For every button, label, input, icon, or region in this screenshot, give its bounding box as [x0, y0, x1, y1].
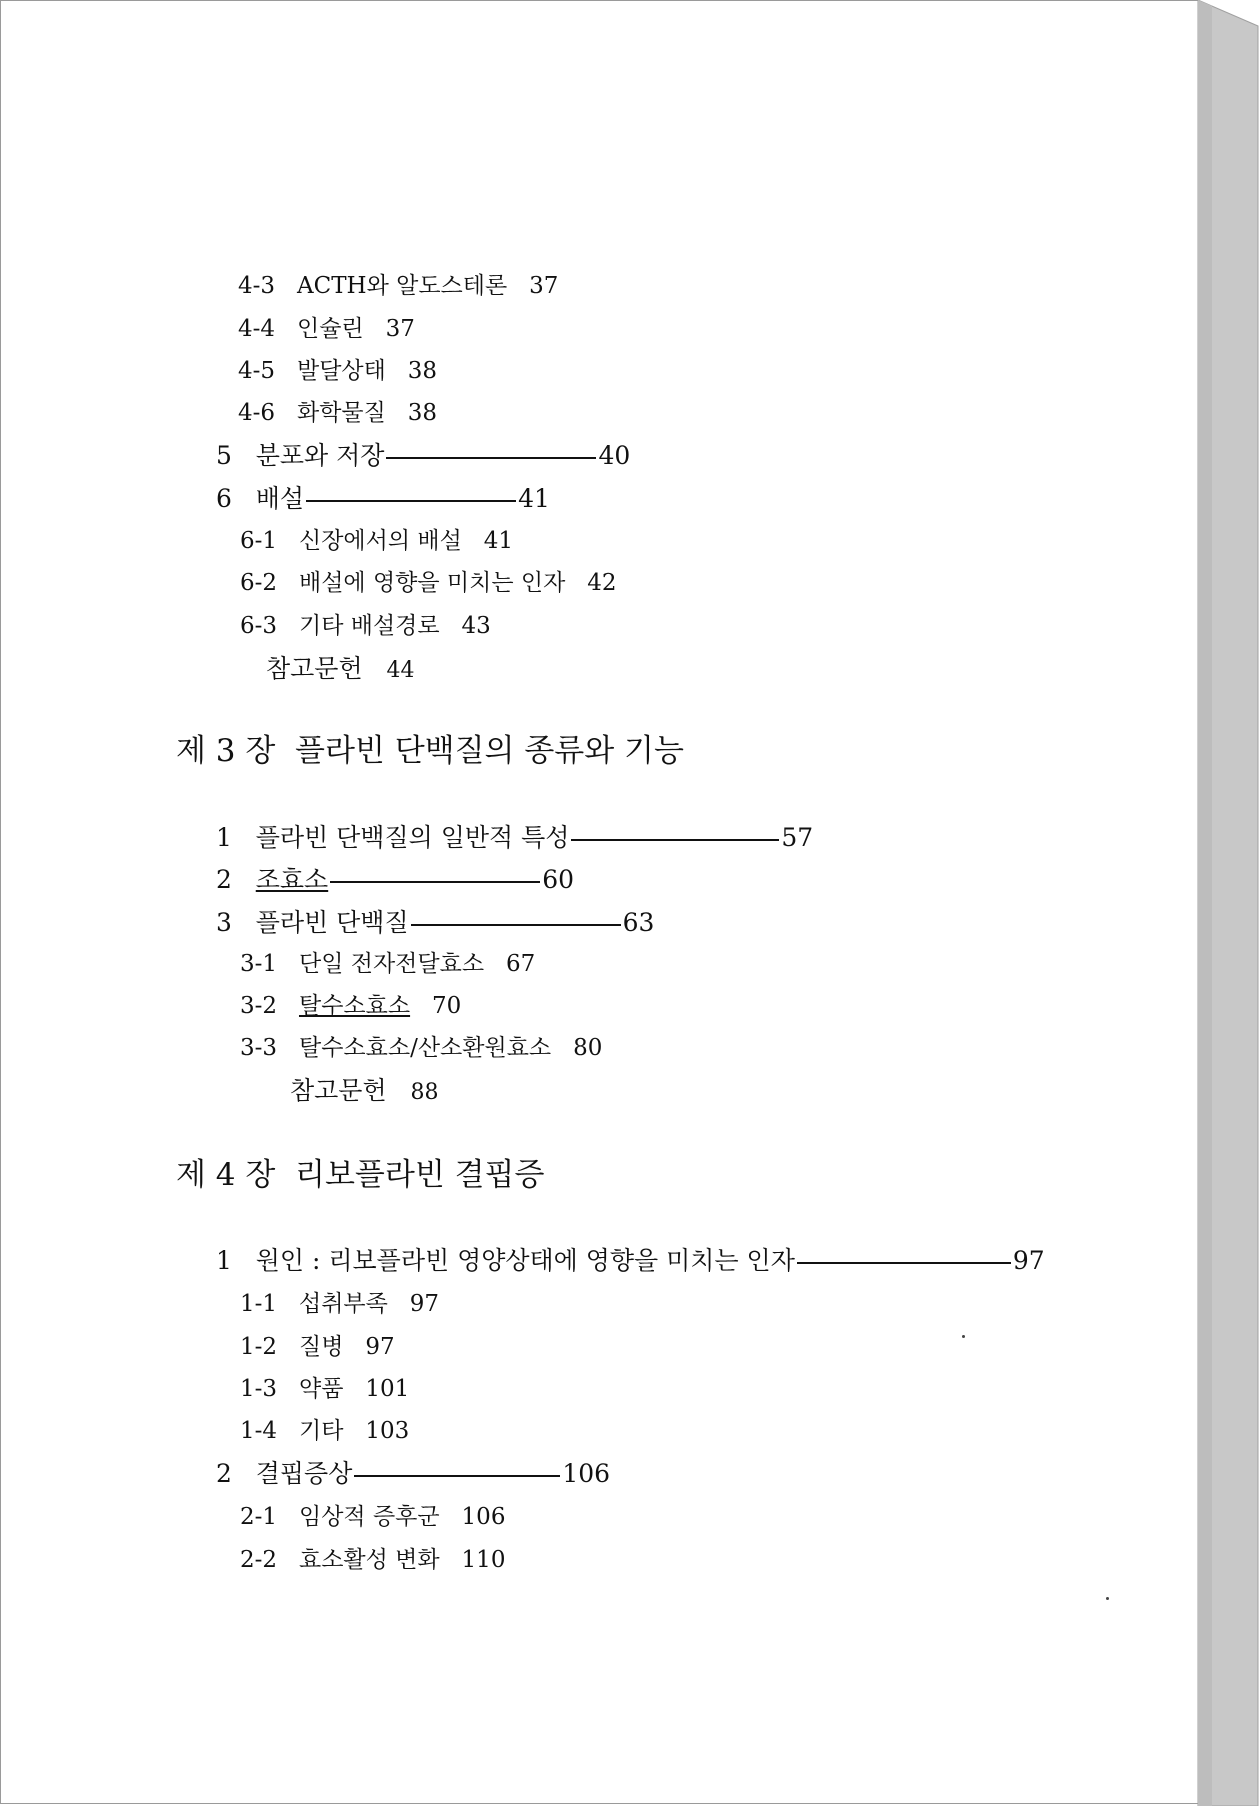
entry-title: 참고문헌 [290, 1076, 387, 1105]
entry-title: 탈수소효소/산소환원효소 [298, 1035, 552, 1061]
toc-entry-6-1 [240, 530, 513, 553]
toc-ch3-section-3 [216, 910, 654, 935]
entry-page: 88 [410, 1080, 439, 1105]
chapter-3-title: 제 3 장 플라빈 단백질의 종류와 기능 [176, 733, 684, 769]
chapter-4-title: 제 4 장 리보플라빈 결핍증 [176, 1157, 545, 1193]
entry-page: 101 [365, 1376, 410, 1402]
toc-entry-4-5 [238, 360, 437, 383]
entry-number: 5 [216, 441, 232, 470]
entry-number: 2 [216, 865, 232, 894]
toc-entry-2-2 [240, 1549, 505, 1572]
entry-page: 97 [365, 1334, 395, 1360]
entry-number: 1-2 [240, 1334, 278, 1360]
entry-title: 단일 전자전달효소 [298, 951, 485, 977]
entry-number: 6-1 [240, 528, 278, 554]
entry-number: 3-2 [240, 993, 278, 1019]
toc-entry-6-3 [240, 615, 491, 638]
entry-number: 6-3 [240, 613, 278, 639]
entry-number: 2-2 [240, 1547, 278, 1573]
toc-ch3-section-2 [216, 867, 574, 892]
entry-page: 97 [409, 1291, 440, 1317]
entry-number: 3-1 [240, 951, 278, 977]
entry-title: ACTH와 알도스테론 [296, 273, 508, 299]
toc-ch4-section-2 [216, 1461, 610, 1486]
toc-entry-4-3 [238, 275, 558, 298]
entry-title: 결핍증상 [255, 1459, 353, 1488]
entry-title: 기타 [298, 1418, 344, 1444]
entry-title: 탈수소효소 [298, 993, 411, 1019]
entry-page: 106 [461, 1504, 506, 1530]
toc-entry-2-1 [240, 1506, 505, 1529]
entry-page: 80 [573, 1035, 603, 1061]
entry-number: 1 [216, 823, 232, 852]
entry-page: 37 [529, 273, 559, 299]
entry-page: 60 [542, 865, 575, 894]
entry-number: 4-4 [238, 316, 276, 342]
entry-title: 분포와 저장 [255, 441, 385, 470]
entry-page: 43 [461, 613, 491, 639]
toc-ch3-references [290, 1078, 438, 1104]
entry-number: 3-3 [240, 1035, 278, 1061]
entry-page: 44 [386, 658, 415, 683]
entry-title: 효소활성 변화 [298, 1547, 440, 1573]
entry-title: 배설에 영향을 미치는 인자 [298, 570, 566, 596]
entry-number: 1-4 [240, 1418, 278, 1444]
entry-title: 플라빈 단백질 [255, 908, 409, 937]
entry-title: 신장에서의 배설 [298, 528, 462, 554]
toc-entry-3-1 [240, 953, 535, 976]
leader-line [571, 839, 779, 841]
leader-line [797, 1262, 1011, 1264]
entry-title: 원인 : 리보플라빈 영양상태에 영향을 미치는 인자 [255, 1246, 795, 1275]
toc-ch4-section-1 [216, 1248, 1045, 1273]
entry-number: 2 [216, 1459, 232, 1488]
entry-title: 인슐린 [296, 316, 364, 342]
entry-number: 1-1 [240, 1291, 278, 1317]
toc-entry-6-2 [240, 572, 617, 595]
entry-title: 기타 배설경로 [298, 613, 440, 639]
entry-title: 화학물질 [296, 400, 386, 426]
entry-page: 57 [781, 823, 814, 852]
entry-page: 63 [622, 908, 655, 937]
entry-title: 배설 [255, 484, 305, 513]
scan-speck [1106, 1597, 1109, 1600]
entry-number: 2-1 [240, 1504, 278, 1530]
leader-line [330, 881, 540, 883]
entry-title: 질병 [298, 1334, 344, 1360]
toc-entry-1-3 [240, 1378, 409, 1401]
toc-entry-3-3 [240, 1037, 602, 1060]
entry-number: 1 [216, 1246, 232, 1275]
entry-number: 6-2 [240, 570, 278, 596]
entry-title: 섭취부족 [298, 1291, 388, 1317]
entry-page: 103 [365, 1418, 410, 1444]
entry-number: 4-5 [238, 358, 276, 384]
toc-ch3-section-1 [216, 825, 813, 850]
entry-page: 97 [1012, 1246, 1045, 1275]
leader-line [386, 457, 596, 459]
toc-entry-4-4 [238, 318, 415, 341]
leader-line [306, 500, 516, 502]
scan-speck [962, 1335, 965, 1338]
entry-page: 110 [461, 1547, 506, 1573]
entry-page: 106 [562, 1459, 611, 1488]
entry-page: 38 [407, 400, 438, 426]
entry-title: 참고문헌 [266, 654, 363, 683]
toc-entry-3-2 [240, 995, 461, 1018]
entry-number: 4-3 [238, 273, 276, 299]
toc-entry-1-2 [240, 1336, 395, 1359]
entry-page: 38 [407, 358, 438, 384]
entry-number: 4-6 [238, 400, 276, 426]
entry-number: 1-3 [240, 1376, 278, 1402]
entry-number: 6 [216, 484, 232, 513]
entry-page: 42 [587, 570, 617, 596]
entry-page: 67 [505, 951, 536, 977]
entry-number: 3 [216, 908, 232, 937]
toc-entry-1-4 [240, 1420, 409, 1443]
entry-page: 41 [483, 528, 514, 554]
toc-section-6 [216, 486, 550, 511]
entry-title: 플라빈 단백질의 일반적 특성 [255, 823, 570, 852]
toc-entry-1-1 [240, 1293, 439, 1316]
entry-page: 40 [598, 441, 631, 470]
entry-title: 조효소 [255, 865, 329, 894]
leader-line [411, 924, 621, 926]
toc-section-5 [216, 443, 630, 468]
toc-references [266, 656, 414, 682]
toc-entry-4-6 [238, 402, 437, 425]
leader-line [354, 1475, 560, 1477]
entry-title: 임상적 증후군 [298, 1504, 440, 1530]
entry-page: 41 [518, 484, 550, 513]
entry-page: 37 [385, 316, 415, 342]
entry-page: 70 [432, 993, 462, 1019]
entry-title: 약품 [298, 1376, 344, 1402]
entry-title: 발달상태 [296, 358, 386, 384]
